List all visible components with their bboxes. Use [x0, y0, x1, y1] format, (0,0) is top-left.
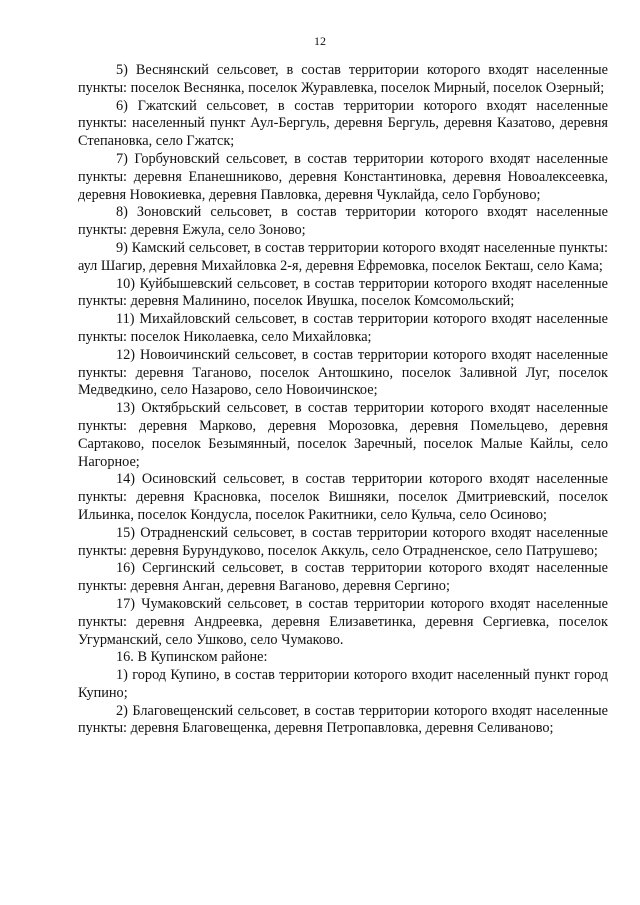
section-heading-kupinsky: 16. В Купинском районе:: [116, 649, 268, 666]
paragraph-oktyabrsky: 13) Октябрьский сельсовет, в состав территории которого входят населенные пункты: деревня Марково, деревня Морозовка, деревня Помельцево, деревня Сартаково, поселок Безымянный, поселок Заречный, поселок Малые Кайлы, село Нагорное;: [78, 400, 608, 470]
paragraph-gorbunovsky: 7) Горбуновский сельсовет, в состав территории которого входят населенные пункты: деревня Епанешниково, деревня Константиновка, деревня Новоалексеевка, деревня Новокиевка, деревня Павловка, деревня Чуклайда, село Горбуново;: [78, 150, 608, 203]
paragraph-zonovsky: 8) Зоновский сельсовет, в состав территории которого входят населенные пункты: деревня Ежула, село Зоново;: [78, 204, 608, 239]
paragraph-chumakovsky: 17) Чумаковский сельсовет, в состав территории которого входят населенные пункты: деревня Андреевка, деревня Елизаветинка, деревня Сергиевка, поселок Угурманский, село Ушково, село Чумаково.: [78, 595, 608, 648]
paragraph-serginsky: 16) Сергинский сельсовет, в состав территории которого входят населенные пункты: деревня Анган, деревня Ваганово, деревня Сергино;: [78, 560, 608, 595]
paragraph-kamsky: 9) Камский сельсовет, в состав территории которого входят населенные пункты: аул Шагир, деревня Михайловка 2-я, деревня Ефремовка, поселок Бекташ, село Кама;: [78, 239, 608, 274]
page-number: 12: [314, 34, 326, 48]
document-body: [78, 62, 608, 738]
paragraph-gzhatsky: 6) Гжатский сельсовет, в состав территории которого входят населенные пункты: населенный пункт Аул-Бергуль, деревня Бергуль, деревня Казатово, деревня Степановка, село Гжатск;: [78, 97, 608, 150]
paragraph-novoichinsky: 12) Новоичинский сельсовет, в состав территории которого входят населенные пункты: деревня Таганово, поселок Антошкино, поселок Заливной Луг, поселок Медведкино, село Назарово, село Новоичинское;: [78, 346, 608, 399]
paragraph-osinovsky: 14) Осиновский сельсовет, в состав территории которого входят населенные пункты: деревня Красновка, поселок Вишняки, поселок Дмитриевский, поселок Ильинка, поселок Кондусла, поселок Ракитники, село Кульча, село Осиново;: [78, 471, 608, 523]
paragraph-blagoveshchensky: 2) Благовещенский сельсовет, в состав территории которого входят населенные пункты: деревня Благовещенка, деревня Петропавловка, деревня Селиваново;: [78, 702, 608, 737]
paragraph-vesnyansky: 5) Веснянский сельсовет, в состав территории которого входят населенные пункты: поселок Веснянка, поселок Журавлевка, поселок Мирный, поселок Озерный;: [78, 62, 608, 96]
paragraph-kupino-city: 1) город Купино, в состав территории которого входит населенный пункт город Купино;: [78, 667, 608, 701]
paragraph-kuibyshevsky: 10) Куйбышевский сельсовет, в состав территории которого входят населенные пункты: деревня Малинино, поселок Ивушка, поселок Комсомольский;: [78, 275, 608, 310]
paragraph-otradnensky: 15) Отрадненский сельсовет, в состав территории которого входят населенные пункты: деревня Бурундуково, поселок Аккуль, село Отрадненское, село Патрушево;: [78, 524, 608, 559]
paragraph-mikhailovsky: 11) Михайловский сельсовет, в состав территории которого входят населенные пункты: поселок Николаевка, село Михайловка;: [78, 311, 608, 345]
